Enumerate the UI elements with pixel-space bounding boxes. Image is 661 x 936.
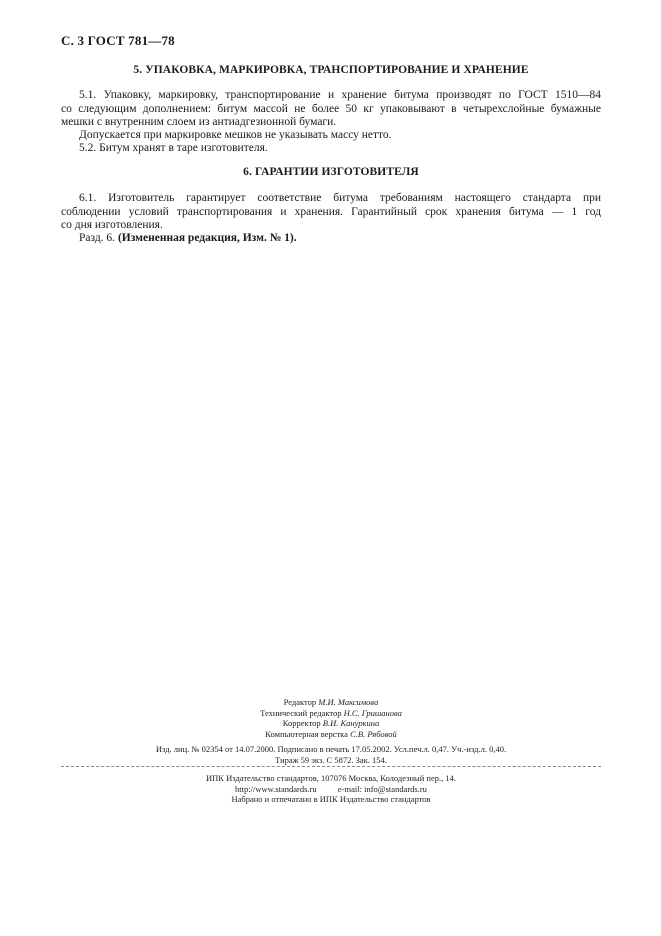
section-5-title: 5. УПАКОВКА, МАРКИРОВКА, ТРАНСПОРТИРОВАНИЕ И ХРАНЕНИЕ	[133, 64, 529, 76]
imprint-license	[61, 744, 601, 765]
paragraph-line: 5.1. Упаковку, маркировку, транспортирование и хранение битума производят по ГОСТ 1510—84	[79, 89, 601, 101]
email-link[interactable]: e-mail: info@standards.ru	[337, 783, 427, 794]
tech-editor-line: Технический редактор Н.С. Гришанова	[260, 707, 402, 718]
website-link[interactable]: http://www.standards.ru	[235, 783, 317, 794]
paragraph-line: со дня изготовления.	[61, 219, 163, 231]
amendment-text: (Измененная редакция, Изм. № 1).	[117, 232, 297, 244]
paragraph-line: 5.2. Битум хранят в таре изготовителя.	[79, 142, 268, 154]
print-run-line: Тираж 59 экз. С 5872. Зак. 154.	[275, 754, 387, 765]
license-line: Изд. лиц. № 02354 от 14.07.2000. Подписано в печать 17.05.2002. Усл.печ.л. 0,47. Уч.-изд.л. 0,40.	[155, 744, 507, 754]
section-6-paragraph-1	[61, 192, 601, 233]
imprint-credits	[61, 697, 601, 739]
imprint-publisher	[61, 773, 601, 805]
section-5-paragraph-2	[61, 129, 601, 143]
contacts-line	[61, 784, 601, 795]
page-header: С. 3 ГОСТ 781—78	[61, 33, 175, 48]
section-5-paragraph-1	[61, 89, 601, 130]
paragraph-line: Допускается при маркировке мешков не указывать массу нетто.	[79, 129, 392, 141]
paragraph-line: мешки с внутренним слоем из антиадгезионной бумаги.	[61, 116, 337, 128]
printed-line: Набрано и отпечатано в ИПК Издательство стандартов	[231, 794, 431, 804]
paragraph-line	[61, 232, 601, 246]
section-6-amendment-note	[61, 232, 601, 246]
amendment-prefix: Разд. 6.	[79, 232, 116, 244]
corrector-line: Корректор В.И. Кануркина	[282, 718, 380, 728]
paragraph-line: 6.1. Изготовитель гарантирует соответствие битума требованиям настоящего стандарта при	[79, 192, 601, 204]
section-5-paragraph-3	[61, 142, 601, 156]
divider	[61, 766, 601, 767]
editor-line: Редактор М.И. Максимова	[283, 697, 379, 707]
section-6-title: 6. ГАРАНТИИ ИЗГОТОВИТЕЛЯ	[243, 166, 419, 178]
layout-line: Компьютерная верстка С.В. Рябовой	[265, 728, 397, 739]
paragraph-line: соблюдении условий транспортирования и хранения. Гарантийный срок хранения битума — 1 год	[61, 205, 601, 218]
publisher-line: ИПК Издательство стандартов, 107076 Москва, Колодезный пер., 14.	[206, 773, 456, 783]
paragraph-line: со следующим дополнением: битум массой не более 50 кг упаковывают в четырехслойные бумажные	[61, 102, 601, 115]
